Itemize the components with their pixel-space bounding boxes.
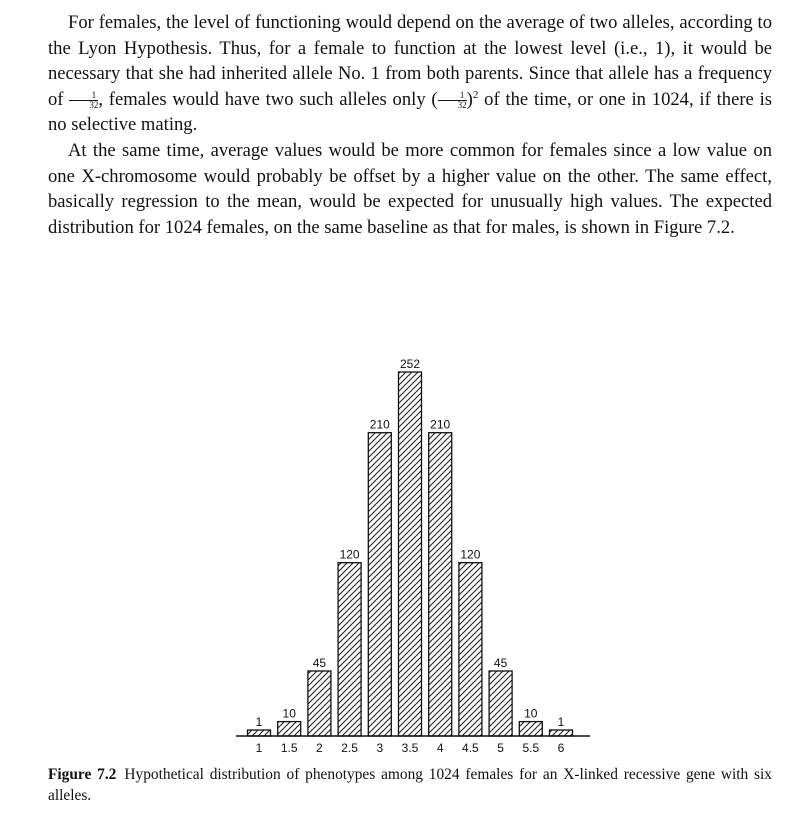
x-tick-label: 2.5 [341,741,358,755]
bar-4 [429,433,452,736]
fraction-denominator: 32 [457,100,467,111]
fraction-one-thirty-second-squared [438,91,467,110]
fraction-numerator: 1 [69,91,98,101]
exponent: 2 [472,88,479,101]
paragraph-1-text-d: of the time, or one in 1024, if there is no selective mating. [48,88,772,136]
bar-5 [489,671,512,736]
bar-6 [550,730,573,736]
paragraph-1-text-a: For females, the level of functioning would depend on the average of two alleles, according to the Lyon Hypothesis. Thus, for a female to function at the lowest level (i.e., 1), it would be necessary that she had inherited allele No. 1 from both parents. Since that allele has a frequency of [48,12,772,110]
bars-group [248,357,573,736]
bar-data-label: 10 [282,706,296,721]
paragraph-1-text-b: , females would have two such alleles only ( [98,88,438,110]
x-tick-label: 5.5 [522,741,540,755]
x-tick-label: 3.5 [401,741,419,755]
x-tick-label: 4.5 [462,741,479,755]
bar-chart-svg [0,340,810,760]
bar-data-label: 45 [312,656,327,670]
paragraph-2: At the same time, average values would be more common for females since a low value on one X-chromosome would probably be offset by a higher value on the other. The same effect, basically regression to the mean, would be expected for unusually high values. The expected distribution for 1024 females, on the same baseline as that for males, is shown in Figure 7.2. [48,139,772,238]
fraction-one-thirty-second [69,91,98,110]
bar-5.5 [519,722,542,736]
bar-data-label: 10 [524,706,538,721]
bar-3.5 [399,372,422,736]
bar-1 [248,730,271,736]
bar-data-label: 1 [255,715,263,729]
figure-caption [48,764,772,806]
x-tick-label: 3 [376,741,384,755]
bar-2 [308,671,331,736]
bar-data-label: 210 [369,417,390,432]
fraction-denominator: 32 [89,100,99,111]
body-text [48,10,772,240]
bar-data-label: 252 [399,357,421,371]
x-tick-label: 2 [316,741,323,755]
bar-4.5 [459,563,482,736]
x-tick-label: 6 [557,741,565,755]
fraction-numerator: 1 [438,91,467,101]
bar-data-label: 1 [557,715,565,729]
bar-1.5 [278,722,301,736]
paragraph-1-text-c: ) [466,88,473,110]
figure-7-2-chart [0,340,810,760]
tick-labels-group [256,741,565,755]
bar-2.5 [338,563,361,736]
x-tick-label: 1 [255,741,263,755]
bar-data-label: 120 [460,547,481,562]
x-tick-label: 4 [436,741,444,755]
paragraph-1 [48,10,772,138]
caption-text: Hypothetical distribution of phenotypes among 1024 females for an X-linked recessive gene with six alleles. [48,766,773,804]
bar-data-label: 120 [339,547,360,562]
bar-3 [368,433,391,736]
x-tick-label: 5 [497,741,504,755]
figure-number: Figure 7.2 [48,766,117,783]
bar-data-label: 210 [430,417,451,432]
x-tick-label: 1.5 [280,741,298,755]
bar-data-label: 45 [493,656,508,670]
